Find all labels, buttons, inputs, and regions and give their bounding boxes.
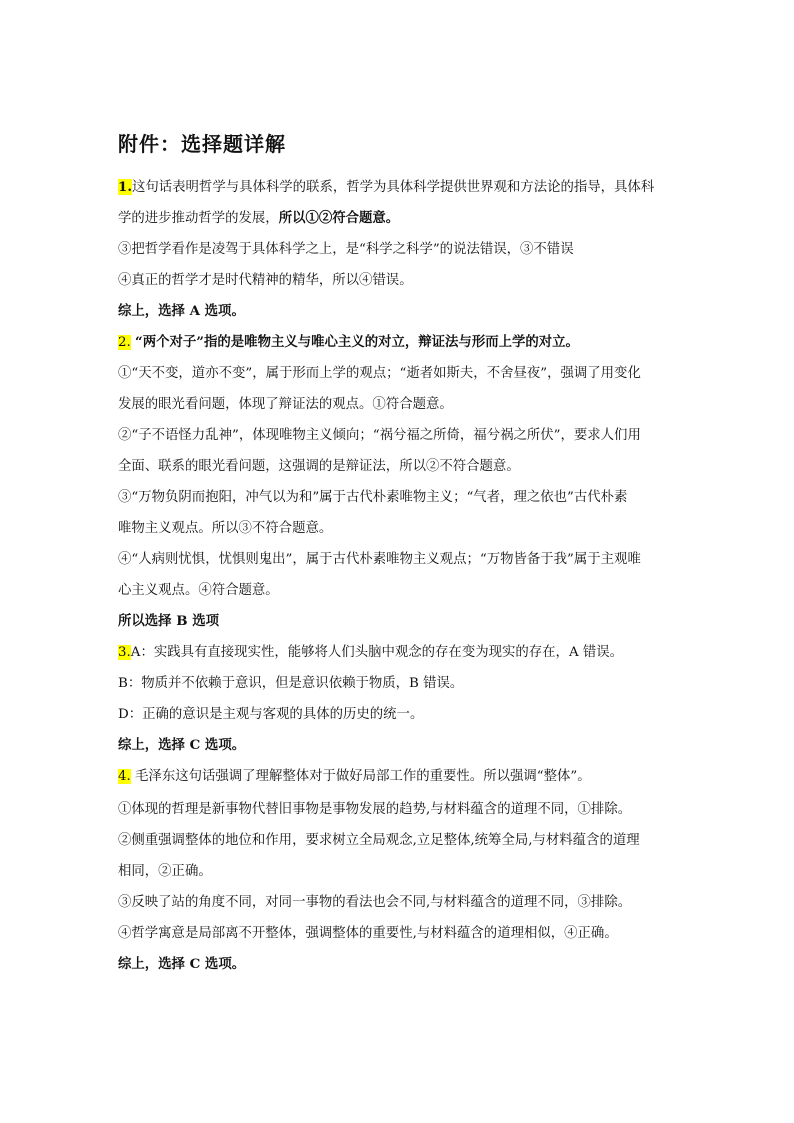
q2-line-3: 发展的眼光看问题，体现了辩证法的观点。①符合题意。 xyxy=(118,397,453,412)
q3-conclusion: 综上，选择 C 选项。 xyxy=(118,737,246,753)
q4-line-5: ③反映了站的角度不同，对同一事物的看法也会不同,与材料蕴含的道理不同，③排除。 xyxy=(118,895,632,910)
q1-text-1: 这句话表明哲学与具体科学的联系，哲学为具体科学提供世界观和方法论的指导，具体科 xyxy=(131,180,655,195)
page-title: 附件：选择题详解 xyxy=(118,132,286,156)
q2-line-2: ①“天不变，道亦不变”，属于形而上学的观点；“逝者如斯夫，不舍昼夜”，强调了用变化 xyxy=(118,366,641,381)
q2-conclusion: 所以选择 B 选项 xyxy=(118,613,219,629)
question-3-explanation xyxy=(118,637,688,761)
question-4-explanation xyxy=(118,761,688,980)
q4-line-3: ②侧重强调整体的地位和作用，要求树立全局观念,立足整体,统筹全局,与材料蕴含的道理 xyxy=(118,833,640,848)
q4-number: 4. xyxy=(118,769,131,784)
q1-line-3: ③把哲学看作是凌驾于具体科学之上，是“科学之科学”的说法错误，③不错误 xyxy=(118,242,574,257)
q1-line-2 xyxy=(118,203,688,234)
q3-line-3: D：正确的意识是主观与客观的具体的历史的统一。 xyxy=(118,707,424,722)
q2-line-1 xyxy=(118,327,688,358)
q4-line-2: ①体现的哲理是新事物代替旧事物是事物发展的趋势,与材料蕴含的道理不同，①排除。 xyxy=(118,802,632,817)
question-2-explanation xyxy=(118,327,688,637)
q2-text-1: “两个对子”指的是唯物主义与唯心主义的对立，辩证法与形而上学的对立。 xyxy=(135,334,579,350)
q4-text-1: 毛泽东这句话强调了理解整体对于做好局部工作的重要性。所以强调“整体”。 xyxy=(135,769,591,784)
document-page xyxy=(118,130,688,980)
q1-line-4: ④真正的哲学才是时代精神的精华，所以④错误。 xyxy=(118,273,413,288)
q2-line-4: ②“子不语怪力乱神”，体现唯物主义倾向；“祸兮福之所倚，福兮祸之所伏”，要求人们用 xyxy=(118,428,641,443)
q1-line-1 xyxy=(118,172,688,203)
q2-line-8: ④“人病则忧惧，忧惧则鬼出”，属于古代朴素唯物主义观点；“万物皆备于我”属于主观唯 xyxy=(118,552,641,567)
q1-number: 1. xyxy=(118,179,132,195)
q4-line-1 xyxy=(118,761,688,792)
q2-line-9: 心主义观点。④符合题意。 xyxy=(118,583,279,598)
question-1-explanation xyxy=(118,172,688,327)
q3-text-1: A：实践具有直接现实性，能够将人们头脑中观念的存在变为现实的存在，A 错误。 xyxy=(130,645,624,660)
q2-number: 2. xyxy=(118,335,131,350)
q1-text-2a: 学的进步推动哲学的发展， xyxy=(118,211,279,226)
q4-conclusion: 综上，选择 C 选项。 xyxy=(118,956,246,972)
q1-conclusion: 综上，选择 A 选项。 xyxy=(118,303,245,319)
q3-line-1 xyxy=(118,637,688,668)
q2-line-7: 唯物主义观点。所以③不符合题意。 xyxy=(118,521,333,536)
q1-text-2b: 所以①②符合题意。 xyxy=(278,210,400,226)
q3-number: 3. xyxy=(118,645,131,660)
q4-line-4: 相同，②正确。 xyxy=(118,864,212,879)
q2-line-6: ③“万物负阴而抱阳，冲气以为和”属于古代朴素唯物主义；“气者，理之依也”古代朴素 xyxy=(118,490,628,505)
q3-line-2: B：物质并不依赖于意识，但是意识依赖于物质，B 错误。 xyxy=(118,676,464,691)
q4-line-6: ④哲学寓意是局部离不开整体，强调整体的重要性,与材料蕴含的道理相似，④正确。 xyxy=(118,926,618,941)
q2-line-5: 全面、联系的眼光看问题，这强调的是辩证法，所以②不符合题意。 xyxy=(118,459,520,474)
